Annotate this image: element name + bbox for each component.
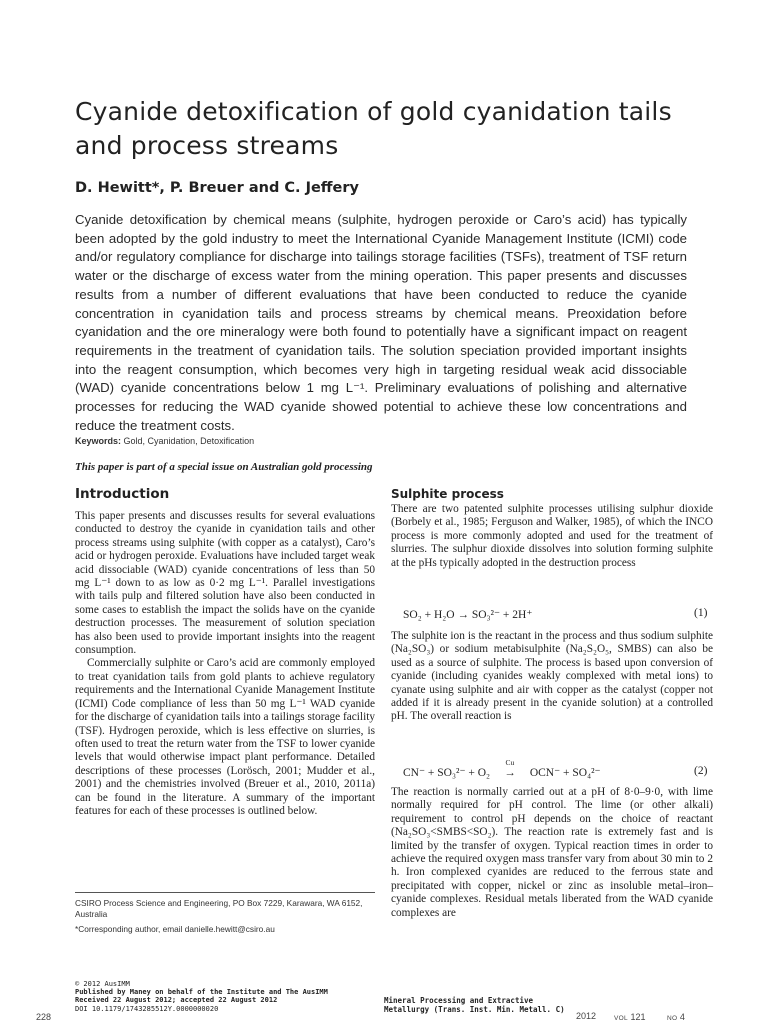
equation-2 [403,758,601,779]
sulphite-body-2 [391,630,713,724]
publication-info [75,980,328,1013]
corresponding-author: *Corresponding author, email danielle.hewitt@csiro.au [75,924,275,934]
intro-paragraph-2: Commercially sulphite or Caro’s acid are commonly employed to treat cyanidation tails from gold plants to achieve regulatory requirements and the International Cyanide Management Institute (ICMI) Code compliance of less than 50 mg L⁻¹ WAD cyanide for the discharge of cyanidation tails into a tailings storage facility (TSF). Hydrogen peroxide, which is less effective on slurries, is often used to treat the return water from the TSF to lower cyanide levels that would otherwise impact plant performance. Detailed descriptions of these processes (Lorösch, 2001; Mudder et al., 2001) and the chemistries involved (Breuer et al., 2010, 2011a) can be found in the literature. A summary of the important features for each of these processes is outlined below. [75,657,375,817]
paper-title: Cyanide detoxification of gold cyanidation tails and process streams [75,97,672,160]
journal-line-2: Metallurgy (Trans. Inst. Min. Metall. C) [384,1005,565,1014]
reaction-arrow: Cu → [493,767,527,779]
page-number: 228 [36,1012,52,1022]
affiliation: CSIRO Process Science and Engineering, PO Box 7229, Karawara, WA 6152, Australia [75,898,363,919]
sulphite-heading: Sulphite process [391,487,504,501]
author-list: D. Hewitt*, P. Breuer and C. Jeffery [75,180,359,196]
volume-label: VOL [614,1015,628,1022]
journal-year: 2012 [576,1011,597,1021]
journal-line-1: Mineral Processing and Extractive [384,996,534,1005]
dates-line: Received 22 August 2012; accepted 22 August 2012 [75,996,278,1005]
sulphite-body-3 [391,786,713,920]
issue-number: 4 [679,1012,685,1022]
footnote-divider [75,892,375,893]
sulphite-paragraph-2: The sulphite ion is the reactant in the process and thus sodium sulphite (Na₂SO₃) or sodium metabisulphite (Na₂S₂O₅, SMBS) can also be used as a source of sulphite. The process is based upon conversion of cyanide (including cyanides weakly complexed with metal ions) to cyanate using sulphite and air with copper as the catalyst (copper not added if it is already present in the cyanide solution) at a controlled pH. The overall reaction is [391,630,713,723]
equation-2-reactants: CN⁻ + SO₃²⁻ + O₂ [403,767,491,779]
publisher-line: Published by Maney on behalf of the Institute and The AusIMM [75,988,328,997]
journal-volume [614,1012,645,1022]
keywords-text: Gold, Cyanidation, Detoxification [123,436,255,446]
intro-heading: Introduction [75,486,170,502]
abstract: Cyanide detoxification by chemical means (sulphite, hydrogen peroxide or Caro’s acid) has typically been adopted by the gold industry to meet the International Cyanide Management Institute (ICMI) code and/or regulatory compliance for discharge into tailings storage facilities (TSFs), treatment of TSF return water or the discharge of excess water from the mining operation. This paper presents and discusses results from a number of different evaluations that have been conducted to reduce the cyanide concentration in cyanidation tails and process streams by chemical means. Preoxidation before cyanidation and the ore mineralogy were both found to potentially have a significant impact on reagent requirements in the treatment of cyanidation tails. The solution speciation provided important insights into the reagent consumption, which becomes very high in targeting residual weak acid dissociable (WAD) cyanide concentrations below 1 mg L⁻¹. Preliminary evaluations of polishing and alternative processes for reducing the WAD cyanide showed potential to achieve these low concentrations and reduce the treatment costs. [75,212,687,433]
catalyst-label: Cu [505,758,515,767]
equation-1-number: (1) [694,607,708,619]
copyright: © 2012 AusIMM [75,980,130,988]
sulphite-paragraph-3: The reaction is normally carried out at a pH of 8·0–9·0, with lime normally required for pH control. The lime (or other alkali) requirement to control pH depends on the choice of reactant (Na₂SO₃<SMBS<SO₂). The reaction rate is extremely fast and is limited by the transfer of oxygen. Typical reaction times in order to achieve the required oxygen mass transfer vary from about 30 min to 2 h. Iron complexed cyanides are reduced to the ferrous state and precipitated with copper, nickel or zinc as insoluble metal–iron–cyanide complexes. Residual metals liberated from the WAD cyanide complexes are [391,786,713,919]
sulphite-body-1 [391,503,713,570]
sulphite-paragraph-1: There are two patented sulphite processes utilising sulphur dioxide (Borbely et al., 1985; Ferguson and Walker, 1985), of which the INCO process is more commonly adopted and used for the treatment of slurries. The sulphur dioxide dissolves into solution forming sulphite at the pHs typically adopted in the destruction process [391,503,713,569]
special-issue-note: This paper is part of a special issue on Australian gold processing [75,461,373,473]
equation-2-number: (2) [694,765,708,777]
journal-name [384,996,565,1014]
intro-paragraph-1: This paper presents and discusses results for several evaluations conducted to destroy the cyanide in cyanidation tails and other process streams using sulphite (with copper as a catalyst), Caro’s acid or hydrogen peroxide. Evaluations have included target weak acid dissociable (WAD) cyanide concentrations of less than 50 mg L⁻¹ down to as low as 0·2 mg L⁻¹. Parallel investigations with tails pulp and filtered solution have also been conducted in some cases to establish the impact the solids have on the cyanide destruction processes. The measurement of solution speciation has also been used to provide important insights into the reagent consumption. [75,510,375,657]
keywords [75,436,254,446]
keywords-label: Keywords: [75,436,122,446]
journal-issue [667,1012,685,1022]
doi: DOI 10.1179/1743285512Y.0000000020 [75,1004,219,1013]
equation-2-products: OCN⁻ + SO₄²⁻ [529,767,601,779]
issue-label: NO [667,1015,678,1022]
equation-1: SO₂ + H₂O → SO₃²⁻ + 2H⁺ [403,609,533,621]
intro-body [75,510,375,818]
volume-number: 121 [630,1012,646,1022]
